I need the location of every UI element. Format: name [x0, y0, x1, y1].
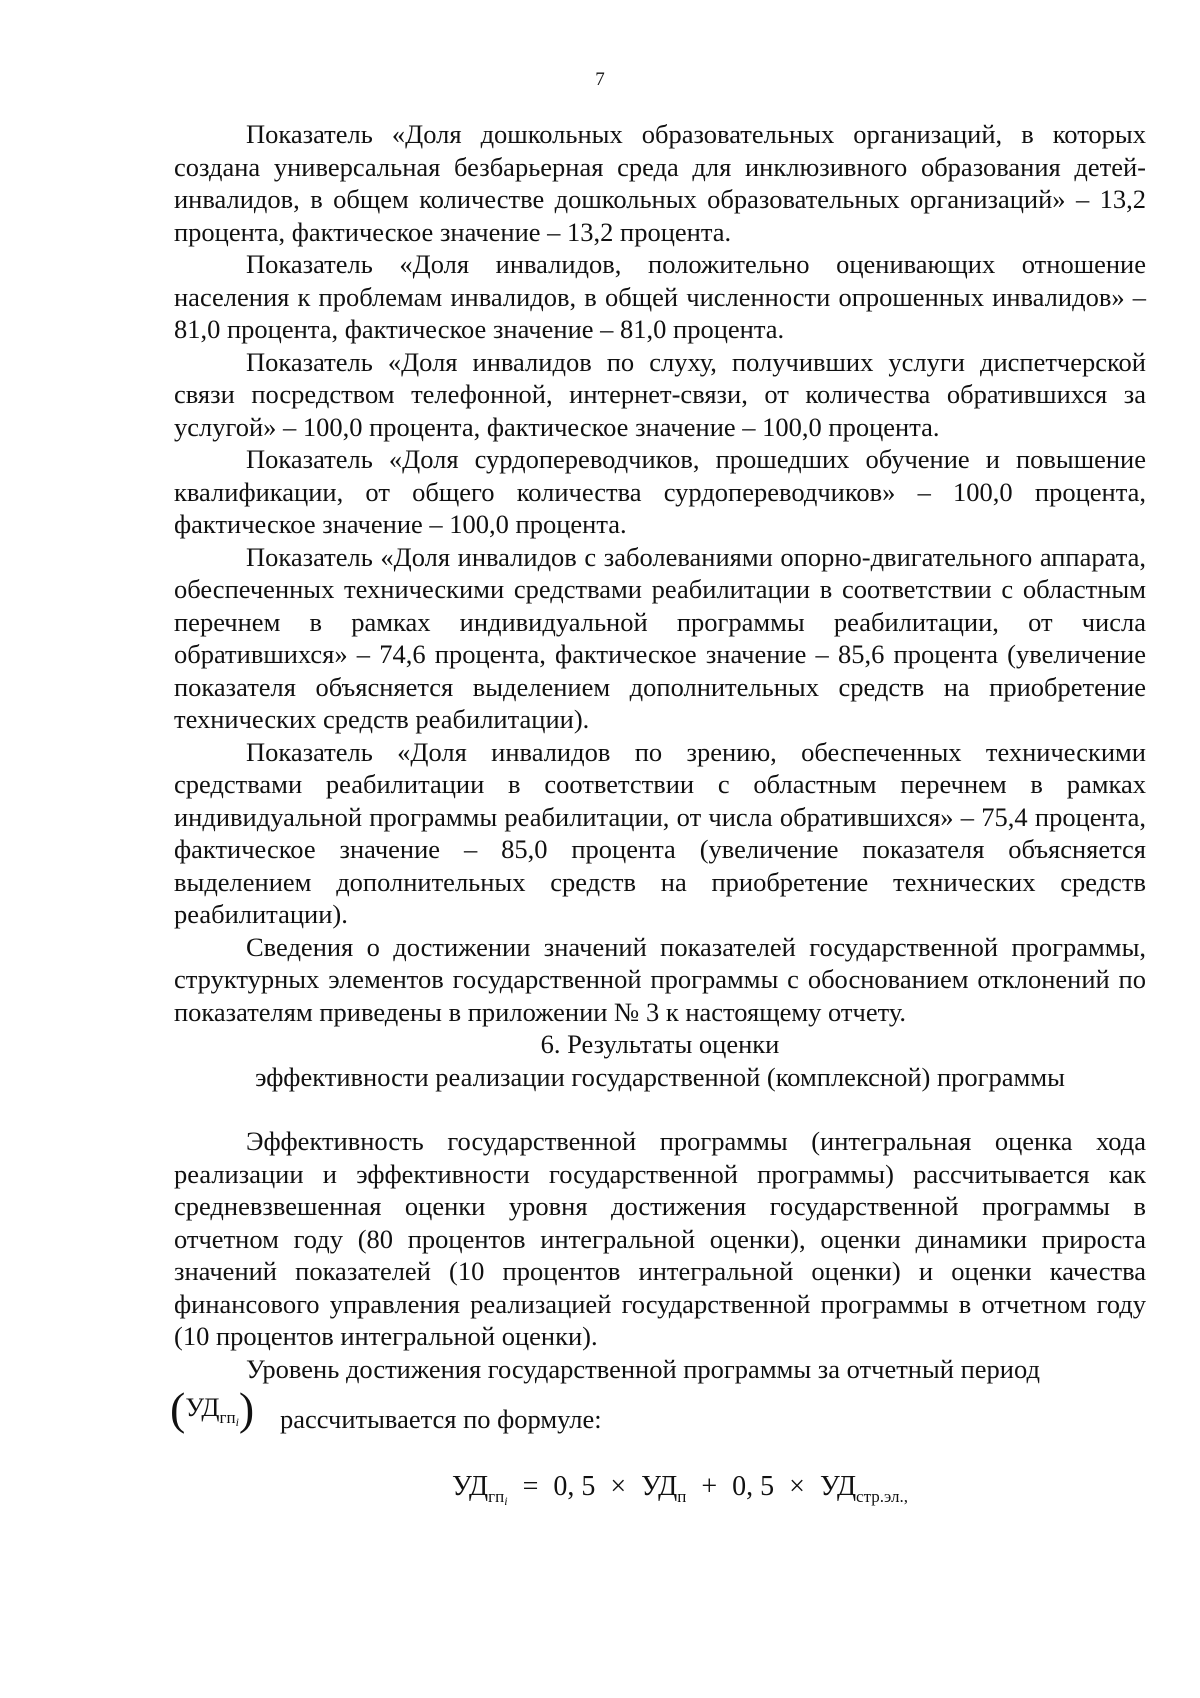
- formula: $УД_{гпi} = 0$, $5 \times УД_п + 0$, $5 \times УД_{стр.эл.,}$: [452, 1471, 908, 1508]
- formula-intro-text: рассчитывается по формуле:: [280, 1404, 602, 1434]
- paragraph: Уровень достижения государственной программы за отчетный период: [246, 1353, 1040, 1384]
- paragraph: Показатель «Доля инвалидов с заболеваниями опорно-двигательного аппарата, обеспеченных техническими средствами реабилитации в соответствии с областным перечнем в рамках индивидуальной программы реабилитации, от числа обратившихся» – 74,6 процента, фактическое значение – 85,6 процента (увеличение показателя объясняется выделением дополнительных средств на приобретение технических средств реабилитации).: [174, 541, 1146, 734]
- formula-intro: [170, 1383, 1146, 1447]
- section-heading-line1: 6. Результаты оценки: [540, 1029, 780, 1059]
- paragraph: Показатель «Доля инвалидов по зрению, обеспеченных техническими средствами реабилитации в соответствии с областным перечнем в рамках индивидуальной программы реабилитации, от числа обратившихся» – 75,4 процента, фактическое значение – 85,0 процента (увеличение показателя объясняется выделением дополнительных средств на приобретение технических средств реабилитации).: [174, 736, 1146, 929]
- formula-symbol: $(УД_{гпi})$: [170, 1383, 255, 1434]
- paragraph: Показатель «Доля инвалидов по слуху, получивших услуги диспетчерской связи посредством телефонной, интернет-связи, от количества обратившихся за услугой» – 100,0 процента, фактическое значение – 100,0 процента.: [174, 346, 1146, 442]
- paragraph: Эффективность государственной программы (интегральная оценка хода реализации и эффективности государственной программы) рассчитывается как средневзвешенная оценки уровня достижения государственной программы в отчетном году (80 процентов интегральной оценки), оценки динамики прироста значений показателей (10 процентов интегральной оценки) и оценки качества финансового управления реализацией государственной программы в отчетном году (10 процентов интегральной оценки).: [174, 1126, 1146, 1351]
- paragraph: Показатель «Доля дошкольных образовательных организаций, в которых создана универсальная безбарьерная среда для инклюзивного образования детей-инвалидов, в общем количестве дошкольных образовательных организаций» – 13,2 процента, фактическое значение – 13,2 процента.: [174, 119, 1146, 247]
- paragraph: Показатель «Доля сурдопереводчиков, прошедших обучение и повышение квалификации, от общего количества сурдопереводчиков» – 100,0 процента, фактическое значение – 100,0 процента.: [174, 444, 1146, 539]
- section-heading-line2: эффективности реализации государственной (комплексной) программы: [255, 1061, 1065, 1092]
- spacer: [174, 1093, 1146, 1125]
- paragraph: Показатель «Доля инвалидов, положительно оценивающих отношение населения к проблемам инвалидов, в общей численности опрошенных инвалидов» – 81,0 процента, фактическое значение – 81,0 процента.: [174, 249, 1146, 344]
- document-body: [170, 118, 1146, 1521]
- paragraph: Сведения о достижении значений показателей государственной программы, структурных элементов государственной программы с обоснованием отклонений по показателям приведены в приложении № 3 к настоящему отчету.: [174, 931, 1146, 1027]
- page-number: 7: [595, 69, 605, 90]
